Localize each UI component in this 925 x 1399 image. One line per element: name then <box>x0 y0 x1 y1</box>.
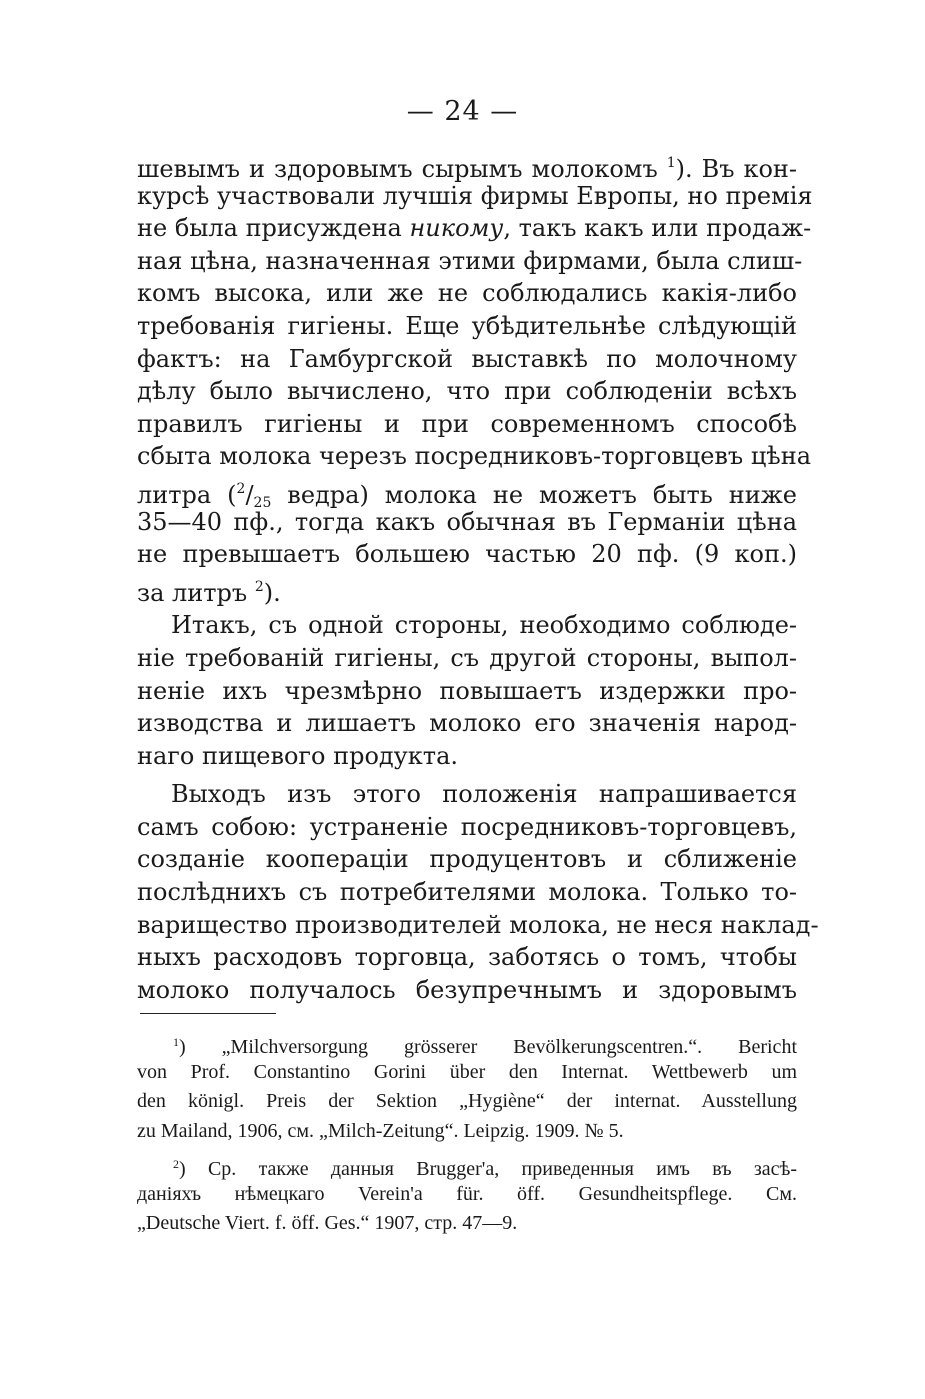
footnote-1 <box>137 1028 797 1146</box>
footnote-marker: 2 <box>173 1157 179 1171</box>
text-line: самъ собою: устраненіе посредниковъ-торговцевъ, <box>137 812 797 841</box>
text-line: не была присуждена никому, такъ какъ или продаж- <box>137 214 812 243</box>
text-line: за литръ $^2$). <box>137 578 281 607</box>
footnote-line: $^2$) Ср. также данныя Brugger'a, приведенныя имъ въ засѣ- <box>173 1157 797 1180</box>
text-line: литра ($^2/_{25}$ ведра) молока не можетъ быть ниже <box>137 480 798 511</box>
footnote-line: den königl. Preis der Sektion „Hygiène“ der internat. Ausstellung <box>137 1090 797 1112</box>
text-line: Итакъ, съ одной стороны, необходимо соблюде- <box>171 611 797 640</box>
page-number: — 24 — <box>406 96 519 127</box>
text-line: не превышаетъ большею частью 20 пф. (9 коп.) <box>137 540 797 569</box>
footnote-2 <box>137 1150 797 1239</box>
footnote-ref: 2 <box>254 578 264 595</box>
emphasis-text: никому <box>409 214 504 243</box>
text-line: требованія гигіены. Еще убѣдительнѣе слѣдующій <box>137 311 797 340</box>
text-line: созданіе кооперацiи продуцентовъ и сближеніе <box>137 845 797 874</box>
text-line: 35—40 пф., тогда какъ обычная въ Германіи цѣна <box>137 507 797 536</box>
text-line: фактъ: на Гамбургской выставкѣ по молочному <box>137 344 797 373</box>
text-line: комъ высока, или же не соблюдались какія-либо <box>137 279 797 308</box>
footnote-line: zu Mailand, 1906, см. „Milch-Zeitung“. Leipzig. 1909. № 5. <box>137 1119 624 1142</box>
text-line: изводства и лишаетъ молоко его значенія народ- <box>137 709 797 738</box>
text-line: послѣднихъ съ потребителями молока. Только то- <box>137 878 797 907</box>
text-line: сбыта молока черезъ посредниковъ-торговцевъ цѣна <box>137 442 812 471</box>
paragraph-2 <box>137 609 797 772</box>
footnote-divider <box>140 1013 276 1014</box>
text-line: молоко получалось безупречнымъ и здоровымъ <box>137 975 797 1004</box>
footnotes <box>137 1028 797 1239</box>
footnote-line: $^1$) „Milchversorgung grösserer Bevölkerungscentren.“. Bericht <box>173 1035 797 1058</box>
paragraph-1 <box>137 147 813 607</box>
text-line: варищество производителей молока, не неся наклад- <box>137 910 819 939</box>
footnote-line: „Deutsche Viert. f. öff. Ges.“ 1907, стр. 47—9. <box>137 1212 518 1234</box>
footnote-line: von Prof. Constantino Gorini über den Internat. Wettbewerb um <box>137 1060 797 1083</box>
body-text <box>137 147 819 1006</box>
text-line: дѣлу было вычислено, что при соблюденіи всѣхъ <box>137 377 797 406</box>
text-line: ніе требованій гигіены, съ другой стороны, выпол- <box>137 643 797 672</box>
footnote-line: даніяхъ нѣмецкаго Verein'a für. öff. Gesundheitspflege. См. <box>137 1182 797 1205</box>
text-line: правилъ гигіены и при современномъ способѣ <box>137 409 797 438</box>
footnote-ref: 1 <box>666 155 676 171</box>
text-line: ныхъ расходовъ торговца, заботясь о томъ, чтобы <box>137 943 797 972</box>
paragraph-3 <box>137 778 819 1006</box>
text-line: неніе ихъ чрезмѣрно повышаетъ издержки про- <box>137 676 797 705</box>
text-line: курсѣ участвовали лучшія фирмы Европы, но премія <box>137 181 813 210</box>
text-line: шевымъ и здоровымъ сырымъ молокомъ $^1$). Въ кон- <box>137 155 798 183</box>
text-line: наго пищевого продукта. <box>137 741 458 770</box>
footnote-marker: 1 <box>173 1035 179 1049</box>
text-line: ная цѣна, назначенная этими фирмами, была слиш- <box>137 246 803 275</box>
text-line: Выходъ изъ этого положенія напрашивается <box>171 780 797 809</box>
